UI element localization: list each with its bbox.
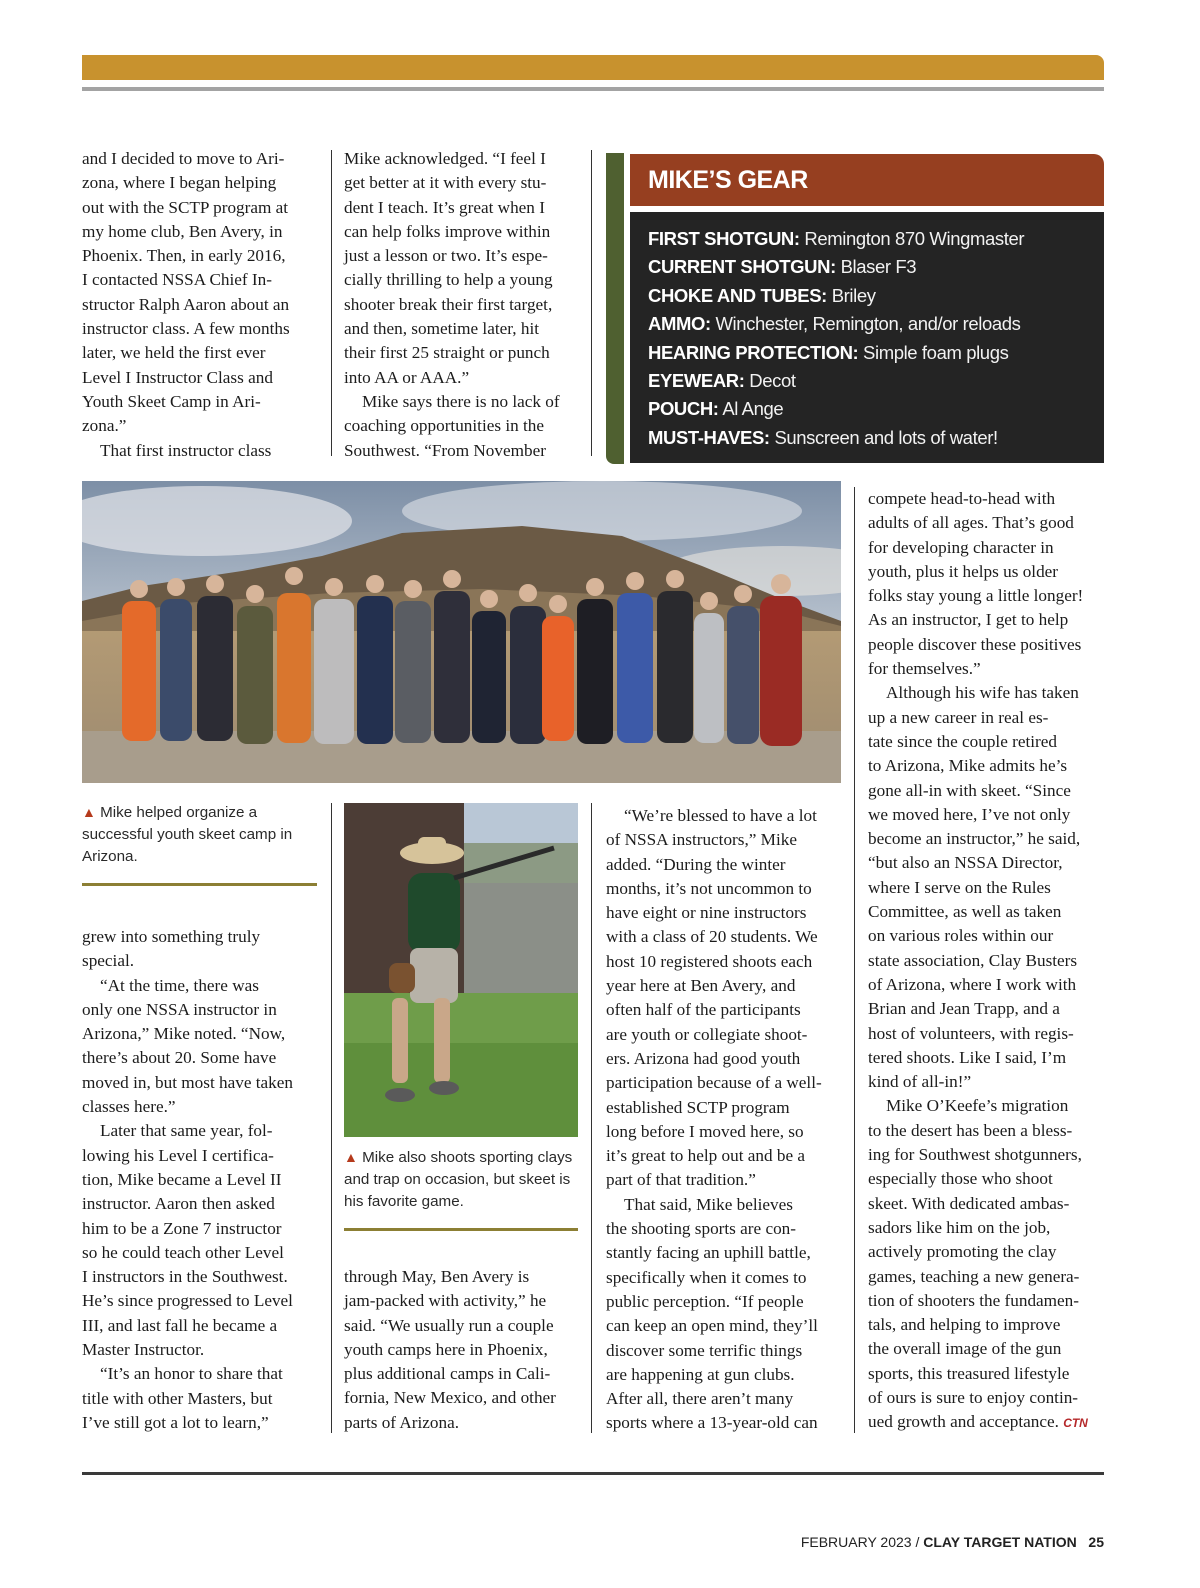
text-line: into AA or AAA.”: [344, 367, 470, 387]
column-divider: [591, 150, 592, 456]
text-line-content: ued growth and acceptance.: [868, 1412, 1059, 1432]
gear-sidebar: [630, 212, 1104, 463]
text-line: “We’re blessed to have a lot: [624, 806, 817, 825]
text-line: months, it’s not uncommon to: [606, 878, 812, 898]
text-line: to Arizona, Mike admits he’s: [868, 756, 1068, 776]
shooting-photo: [344, 803, 578, 1137]
caption-marker-icon: ▲: [344, 1149, 358, 1165]
text-line: youth, plus it helps us older: [868, 561, 1059, 581]
text-line: cially thrilling to help a young: [344, 270, 553, 290]
text-line: established SCTP program: [606, 1097, 790, 1117]
gear-item-value: Simple foam plugs: [863, 341, 1009, 363]
article-column-1-top: [82, 147, 322, 463]
text-line: stantly facing an uphill battle,: [606, 1243, 811, 1263]
text-line: sadors like him on the job,: [868, 1217, 1051, 1237]
text-line: Later that same year, fol-: [100, 1121, 273, 1141]
text-line: where I serve on the Rules: [868, 877, 1051, 897]
text-line: youth camps here in Phoenix,: [344, 1339, 548, 1359]
text-line: are youth or collegiate shoot-: [606, 1024, 808, 1044]
text-line: there’s about 20. Some have: [82, 1048, 277, 1068]
footer-rule: [82, 1472, 1104, 1475]
text-line: Mike acknowledged. “I feel I: [344, 149, 546, 168]
gear-item-label: HEARING PROTECTION:: [648, 341, 859, 363]
text-line: so he could teach other Level: [82, 1242, 284, 1262]
caption-marker-icon: ▲: [82, 804, 96, 820]
text-line: just a lesson or two. It’s espe-: [344, 246, 548, 266]
gear-item: [648, 310, 1104, 338]
gear-item-value: Winchester, Remington, and/or reloads: [715, 313, 1021, 335]
text-line: tate since the couple retired: [868, 731, 1057, 751]
text-line: Brian and Jean Trapp, and a: [868, 999, 1060, 1019]
text-line: can help folks improve within: [344, 221, 551, 241]
article-column-3: [606, 804, 846, 1436]
text-line: Although his wife has taken: [886, 683, 1079, 703]
text-line: Mike O’Keefe’s migration: [886, 1096, 1069, 1116]
text-line: state association, Clay Busters: [868, 950, 1078, 970]
text-line: After all, there aren’t many: [606, 1389, 794, 1409]
gear-item: [648, 395, 1104, 423]
text-line: my home club, Ben Avery, in: [82, 221, 283, 241]
text-line: often half of the participants: [606, 1000, 801, 1020]
gear-item-value: Al Ange: [722, 398, 784, 420]
text-line: folks stay young a little longer!: [868, 586, 1084, 606]
text-line: ing for Southwest shotgunners,: [868, 1145, 1082, 1165]
text-line: get better at it with every stu-: [344, 173, 547, 193]
text-line: with a class of 20 students. We: [606, 927, 818, 947]
text-line: the shooting sports are con-: [606, 1219, 796, 1239]
text-line: year here at Ben Avery, and: [606, 976, 796, 996]
gear-item: [648, 253, 1104, 281]
text-line: we moved here, I’ve not only: [868, 804, 1071, 824]
text-line: part of that tradition.”: [606, 1170, 756, 1190]
text-line: long before I moved here, so: [606, 1121, 804, 1141]
text-line: Committee, as well as taken: [868, 902, 1062, 922]
header-rule: [82, 87, 1104, 91]
text-line: parts of Arizona.: [344, 1412, 460, 1432]
gear-item-label: CHOKE AND TUBES:: [648, 284, 827, 306]
text-line: Phoenix. Then, in early 2016,: [82, 246, 286, 266]
caption-rule: [344, 1228, 578, 1231]
text-line: I instructors in the Southwest.: [82, 1267, 288, 1287]
gear-sidebar-heading: [630, 154, 1104, 206]
text-line: shooter break their first target,: [344, 294, 553, 314]
gear-item-value: Decot: [749, 370, 796, 392]
text-line: That said, Mike believes: [624, 1194, 793, 1214]
text-line: fornia, New Mexico, and other: [344, 1388, 556, 1408]
text-line: adults of all ages. That’s good: [868, 513, 1074, 533]
text-line: tion of shooters the fundamen-: [868, 1290, 1079, 1310]
text-line: the overall image of the gun: [868, 1339, 1062, 1359]
gear-item: [648, 225, 1104, 253]
text-line: can keep an open mind, they’ll: [606, 1316, 818, 1336]
caption-text: Mike helped organize a successful youth skeet camp in Arizona.: [82, 804, 293, 865]
text-line: He’s since progressed to Level: [82, 1291, 293, 1311]
text-line: host 10 registered shoots each: [606, 951, 813, 971]
gear-item: [648, 339, 1104, 367]
photo-caption-2: [344, 1146, 584, 1213]
text-line: [868, 1410, 1108, 1435]
text-line: lowing his Level I certifica-: [82, 1145, 274, 1165]
page-footer: [801, 1534, 1104, 1550]
text-line: only one NSSA instructor in: [82, 999, 277, 1019]
column-divider: [591, 803, 592, 1433]
article-column-1-bottom: [82, 925, 322, 1435]
text-line: added. “During the winter: [606, 854, 786, 874]
gear-item-value: Blaser F3: [840, 256, 917, 278]
text-line: especially those who shoot: [868, 1169, 1053, 1189]
text-line: sports where a 13-year-old can: [606, 1413, 818, 1433]
gear-item-value: Briley: [831, 284, 876, 306]
column-divider: [331, 803, 332, 1433]
text-line: of NSSA instructors,” Mike: [606, 830, 797, 850]
text-line: “It’s an honor to share that: [100, 1364, 283, 1384]
text-line: become an instructor,” he said,: [868, 829, 1081, 849]
article-column-2-bottom: [344, 1265, 584, 1435]
end-mark-logo: CTN: [1063, 1416, 1088, 1431]
text-line: title with other Masters, but: [82, 1388, 273, 1408]
text-line: people discover these positives: [868, 634, 1082, 654]
text-line: dent I teach. It’s great when I: [344, 197, 545, 217]
gear-item-label: FIRST SHOTGUN:: [648, 228, 800, 249]
text-line: Mike says there is no lack of: [362, 391, 560, 411]
photo-caption-1: [82, 801, 322, 868]
text-line: and I decided to move to Ari-: [82, 149, 285, 168]
header-accent-bar: [82, 55, 1104, 80]
text-line: specifically when it comes to: [606, 1267, 807, 1287]
gear-list: [630, 212, 1104, 452]
text-line: plus additional camps in Cali-: [344, 1364, 551, 1384]
text-line: kind of all-in!”: [868, 1072, 972, 1092]
text-line: sports, this treasured lifestyle: [868, 1363, 1070, 1383]
text-line: him to be a Zone 7 instructor: [82, 1218, 282, 1238]
issue-date: FEBRUARY 2023 /: [800, 1534, 920, 1550]
text-line: to the desert has been a bless-: [868, 1120, 1073, 1140]
gear-item-label: POUCH:: [648, 398, 719, 420]
text-line: Master Instructor.: [82, 1340, 205, 1360]
column-divider: [854, 487, 855, 1433]
magazine-name: CLAY TARGET NATION: [923, 1534, 1077, 1550]
text-line: coaching opportunities in the: [344, 416, 544, 436]
text-line: have eight or nine instructors: [606, 903, 807, 923]
text-line: I contacted NSSA Chief In-: [82, 270, 272, 290]
caption-text: Mike also shoots sporting clays and trap on occasion, but skeet is his favorite game.: [344, 1149, 573, 1210]
text-line: actively promoting the clay: [868, 1242, 1057, 1262]
text-line: and then, sometime later, hit: [344, 319, 540, 339]
text-line: tion, Mike became a Level II: [82, 1169, 282, 1189]
article-column-2-top: [344, 147, 584, 463]
text-line: public perception. “If people: [606, 1291, 804, 1311]
gear-item: [648, 424, 1104, 452]
text-line: special.: [82, 951, 135, 971]
text-line: structor Ralph Aaron about an: [82, 294, 290, 314]
text-line: Arizona,” Mike noted. “Now,: [82, 1024, 286, 1044]
text-line: later, we held the first ever: [82, 343, 266, 363]
text-line: III, and last fall he became a: [82, 1315, 278, 1335]
gear-item-label: CURRENT SHOTGUN:: [648, 256, 836, 278]
text-line: skeet. With dedicated ambas-: [868, 1193, 1070, 1213]
text-line: participation because of a well-: [606, 1073, 822, 1093]
text-line: through May, Ben Avery is: [344, 1267, 530, 1286]
group-photo-image: [82, 481, 841, 783]
text-line: Southwest. “From November: [344, 440, 546, 460]
text-line: games, teaching a new genera-: [868, 1266, 1080, 1286]
gear-item: [648, 367, 1104, 395]
group-photo: [82, 481, 841, 783]
text-line: gone all-in with skeet. “Since: [868, 780, 1071, 800]
text-line: moved in, but most have taken: [82, 1072, 293, 1092]
gear-item-label: EYEWEAR:: [648, 370, 745, 392]
gear-item-value: Remington 870 Wingmaster: [804, 228, 1025, 249]
text-line: That first instructor class: [100, 440, 272, 460]
text-line: are happening at gun clubs.: [606, 1364, 795, 1384]
gear-item-label: AMMO:: [648, 313, 711, 335]
text-line: of ours is sure to enjoy contin-: [868, 1387, 1079, 1407]
text-line: out with the SCTP program at: [82, 197, 289, 217]
gear-item-value: Sunscreen and lots of water!: [774, 426, 998, 448]
text-line: for themselves.”: [868, 659, 981, 679]
text-line: grew into something truly: [82, 927, 261, 946]
text-line: said. “We usually run a couple: [344, 1315, 554, 1335]
text-line: tals, and helping to improve: [868, 1315, 1061, 1335]
text-line: it’s great to help out and be a: [606, 1146, 806, 1166]
text-line: classes here.”: [82, 1097, 176, 1117]
text-line: of Arizona, where I work with: [868, 974, 1077, 994]
text-line: “At the time, there was: [100, 975, 259, 995]
text-line: zona.”: [82, 416, 127, 436]
text-line: compete head-to-head with: [868, 489, 1056, 508]
text-line: ers. Arizona had good youth: [606, 1048, 801, 1068]
text-line: Level I Instructor Class and: [82, 367, 273, 387]
caption-rule: [82, 883, 317, 886]
gear-item-label: MUST-HAVES:: [648, 426, 770, 448]
text-line: their first 25 straight or punch: [344, 343, 550, 363]
gear-item: [648, 282, 1104, 310]
text-line: on various roles within our: [868, 926, 1054, 946]
text-line: discover some terrific things: [606, 1340, 803, 1360]
text-line: As an instructor, I get to help: [868, 610, 1069, 630]
page-number: 25: [1088, 1534, 1104, 1550]
text-line: I’ve still got a lot to learn,”: [82, 1412, 269, 1432]
column-divider: [331, 150, 332, 456]
text-line: zona, where I began helping: [82, 173, 277, 193]
article-column-4: [868, 487, 1108, 1436]
text-line: up a new career in real es-: [868, 707, 1049, 727]
text-line: instructor class. A few months: [82, 319, 290, 339]
shooting-photo-image: [344, 803, 578, 1137]
text-line: jam-packed with activity,” he: [344, 1291, 547, 1311]
text-line: instructor. Aaron then asked: [82, 1194, 275, 1214]
text-line: tered shoots. Like I said, I’m: [868, 1047, 1067, 1067]
sidebar-accent-bar: [606, 153, 624, 464]
text-line: host of volunteers, with regis-: [868, 1023, 1074, 1043]
text-line: “but also an NSSA Director,: [868, 853, 1063, 873]
gear-title: MIKE’S GEAR: [648, 166, 808, 194]
text-line: Youth Skeet Camp in Ari-: [82, 391, 261, 411]
text-line: for developing character in: [868, 537, 1054, 557]
